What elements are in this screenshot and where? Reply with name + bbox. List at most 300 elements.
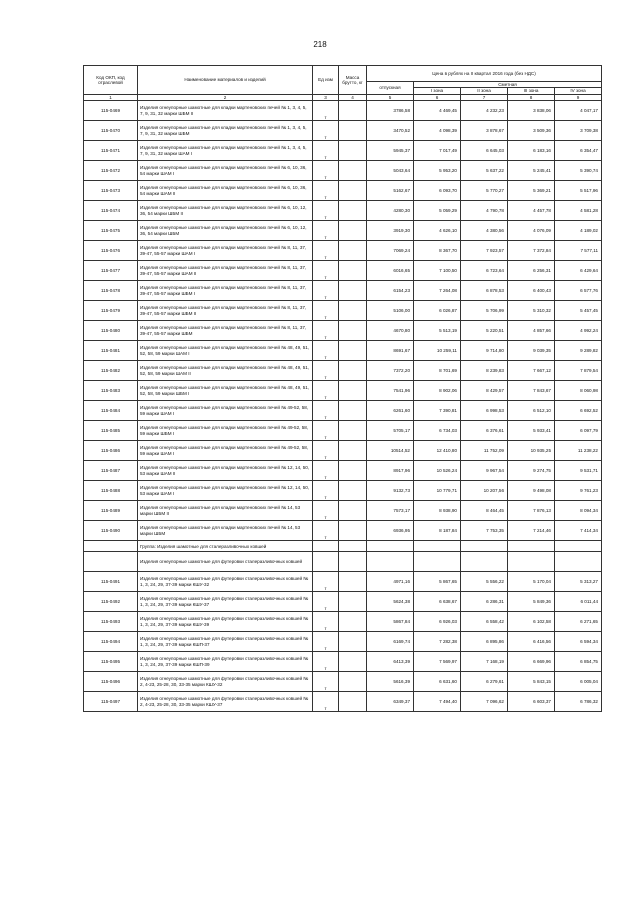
row-release-price: 5616,39 <box>367 672 414 692</box>
row-unit: т <box>313 201 339 221</box>
header-zone-1: I зона <box>414 88 461 94</box>
row-zone-1-price: 6 093,70 <box>414 181 461 201</box>
row-code: 115-0471 <box>84 141 138 161</box>
row-zone-4-price: 9 289,82 <box>555 341 602 361</box>
row-name: Изделия огнеупорные шамотные для кладки мартеновских печей № 49-52, 58, 59 марки ШАМ I <box>138 441 313 461</box>
row-mass <box>339 161 367 181</box>
row-unit: т <box>313 261 339 281</box>
row-code: 115-0477 <box>84 261 138 281</box>
row-unit: т <box>313 501 339 521</box>
row-name: Изделия огнеупорные шамотные для кладки мартеновских печей № 12, 14, 50, 53 марки ШАМ I <box>138 481 313 501</box>
row-zone-3-price: 9 039,35 <box>508 341 555 361</box>
row-zone-3-price: 5 245,41 <box>508 161 555 181</box>
row-unit: т <box>313 612 339 632</box>
row-mass <box>339 301 367 321</box>
row-release-price: 4670,80 <box>367 321 414 341</box>
row-zone-4-price <box>555 552 602 572</box>
row-name: Изделия огнеупорные шамотные для кладки мартеновских печей № 48, 49, 51, 52, 58, 59 марки ШБМ I <box>138 381 313 401</box>
row-zone-3-price: 5 369,21 <box>508 181 555 201</box>
empty-cell <box>313 541 339 552</box>
table-row <box>84 201 602 221</box>
row-mass <box>339 381 367 401</box>
table-row <box>84 161 602 181</box>
row-zone-2-price: 6 279,61 <box>461 672 508 692</box>
row-name: Изделия огнеупорные шамотные для кладки мартеновских печей № 8, 11, 37, 39-47, 55-57 марки ШАМ I <box>138 241 313 261</box>
row-code: 115-0497 <box>84 692 138 712</box>
row-unit: т <box>313 572 339 592</box>
column-number: 8 <box>508 94 555 100</box>
row-release-price: 5624,38 <box>367 592 414 612</box>
row-zone-1-price: 7 017,49 <box>414 141 461 161</box>
table-row <box>84 101 602 121</box>
header-unit: Ед изм <box>313 66 339 95</box>
row-release-price: 3919,30 <box>367 221 414 241</box>
row-zone-1-price: 4 469,45 <box>414 101 461 121</box>
header-mass: Масса брутто, кг <box>339 66 367 95</box>
column-number: 2 <box>138 94 313 100</box>
header-zone-4: IV зона <box>555 88 602 94</box>
row-mass <box>339 612 367 632</box>
row-zone-3-price: 5 843,15 <box>508 672 555 692</box>
row-zone-1-price: 6 926,03 <box>414 612 461 632</box>
table-row <box>84 321 602 341</box>
row-zone-4-price: 4 581,28 <box>555 201 602 221</box>
row-unit: т <box>313 441 339 461</box>
row-mass <box>339 121 367 141</box>
row-zone-4-price: 6 594,34 <box>555 632 602 652</box>
empty-cell <box>414 541 461 552</box>
row-zone-1-price: 10 259,11 <box>414 341 461 361</box>
row-mass <box>339 241 367 261</box>
table-row <box>84 221 602 241</box>
row-zone-2-price: 11 752,09 <box>461 441 508 461</box>
table-row <box>84 692 602 712</box>
row-zone-4-price: 3 709,38 <box>555 121 602 141</box>
row-zone-1-price: 4 626,10 <box>414 221 461 241</box>
row-zone-3-price: 4 857,66 <box>508 321 555 341</box>
row-zone-1-price: 7 569,97 <box>414 652 461 672</box>
row-unit: т <box>313 281 339 301</box>
row-zone-1-price: 8 367,70 <box>414 241 461 261</box>
row-mass <box>339 461 367 481</box>
row-mass <box>339 281 367 301</box>
row-code: 115-0474 <box>84 201 138 221</box>
row-zone-4-price: 6 271,65 <box>555 612 602 632</box>
row-unit: т <box>313 101 339 121</box>
table-row <box>84 672 602 692</box>
row-zone-4-price: 7 577,11 <box>555 241 602 261</box>
table-row <box>84 141 602 161</box>
row-zone-4-price: 4 189,02 <box>555 221 602 241</box>
row-name: Изделия огнеупорные шамотные для кладки мартеновских печей № 49-52, 58, 59 марки ШАМ I <box>138 401 313 421</box>
row-zone-2-price: 7 753,35 <box>461 521 508 541</box>
row-zone-3-price: 5 933,41 <box>508 421 555 441</box>
row-zone-3-price: 7 667,12 <box>508 361 555 381</box>
table-row <box>84 521 602 541</box>
row-release-price: 3470,52 <box>367 121 414 141</box>
row-mass <box>339 592 367 612</box>
row-name: Изделия огнеупорные шамотные для футеровки сталеразливочных ковшей <box>138 552 313 572</box>
row-zone-2-price: 6 998,53 <box>461 401 508 421</box>
row-zone-2-price: 5 706,99 <box>461 301 508 321</box>
row-name: Изделия огнеупорные шамотные для кладки мартеновских печей № 8, 11, 37, 39-47, 55-57 марки ШБМ <box>138 321 313 341</box>
row-zone-3-price: 3 509,36 <box>508 121 555 141</box>
row-code: 115-0492 <box>84 592 138 612</box>
row-zone-3-price: 6 416,56 <box>508 632 555 652</box>
row-zone-2-price: 10 207,56 <box>461 481 508 501</box>
empty-cell <box>461 541 508 552</box>
row-release-price: 6349,37 <box>367 692 414 712</box>
row-code: 115-0476 <box>84 241 138 261</box>
row-code: 115-0470 <box>84 121 138 141</box>
row-unit: т <box>313 301 339 321</box>
price-table <box>83 65 602 712</box>
row-unit: т <box>313 521 339 541</box>
row-zone-4-price: 11 238,22 <box>555 441 602 461</box>
header-zone-2: II зона <box>461 88 508 94</box>
row-zone-4-price: 7 879,54 <box>555 361 602 381</box>
row-name: Изделия огнеупорные шамотные для футеровки сталеразливочных ковшей № 1, 3, 24, 29, 37-39 марки КШУ-37 <box>138 592 313 612</box>
column-number: 6 <box>414 94 461 100</box>
row-zone-2-price: 6 878,53 <box>461 281 508 301</box>
row-zone-4-price: 8 060,98 <box>555 381 602 401</box>
row-zone-3-price: 4 457,78 <box>508 201 555 221</box>
row-code <box>84 552 138 572</box>
table-row <box>84 552 602 572</box>
row-mass <box>339 521 367 541</box>
row-mass <box>339 341 367 361</box>
row-zone-2-price: 7 096,62 <box>461 692 508 712</box>
row-unit: т <box>313 161 339 181</box>
group-row <box>84 541 602 552</box>
row-name: Изделия огнеупорные шамотные для кладки мартеновских печей № 6, 10, 12, 36, 54 марки ШБМ II <box>138 201 313 221</box>
row-zone-4-price: 6 577,76 <box>555 281 602 301</box>
row-zone-3-price: 6 102,58 <box>508 612 555 632</box>
row-unit: т <box>313 592 339 612</box>
row-mass <box>339 481 367 501</box>
row-unit: т <box>313 141 339 161</box>
row-zone-2-price: 8 464,45 <box>461 501 508 521</box>
table-row <box>84 301 602 321</box>
row-name: Изделия огнеупорные шамотные для кладки мартеновских печей № 6, 10, 12, 36, 54 марки ШБМ <box>138 221 313 241</box>
row-zone-2-price: 5 770,27 <box>461 181 508 201</box>
row-unit: т <box>313 361 339 381</box>
row-zone-1-price: 7 282,38 <box>414 632 461 652</box>
row-release-price: 7573,17 <box>367 501 414 521</box>
row-name: Изделия огнеупорные шамотные для футеровки сталеразливочных ковшей № 1, 3, 24, 29, 37-39 марки КШУ-39 <box>138 612 313 632</box>
row-code: 115-0479 <box>84 301 138 321</box>
row-zone-1-price: 7 390,81 <box>414 401 461 421</box>
row-zone-1-price: 8 187,84 <box>414 521 461 541</box>
row-zone-2-price: 7 168,19 <box>461 652 508 672</box>
row-zone-2-price: 6 376,61 <box>461 421 508 441</box>
row-code: 115-0496 <box>84 672 138 692</box>
row-zone-2-price: 5 637,22 <box>461 161 508 181</box>
table-row <box>84 501 602 521</box>
row-unit: т <box>313 632 339 652</box>
table-row <box>84 481 602 501</box>
row-name: Изделия огнеупорные шамотные для футеровки сталеразливочных ковшей № 2, 4-23, 25-28, 30, 33-35 марки КШУ-37 <box>138 692 313 712</box>
row-release-price: 3786,58 <box>367 101 414 121</box>
row-mass <box>339 101 367 121</box>
column-number: 1 <box>84 94 138 100</box>
header-code: Код ОКП, код отраслевой <box>84 66 138 95</box>
row-zone-1-price: 6 026,87 <box>414 301 461 321</box>
row-zone-4-price: 4 992,24 <box>555 321 602 341</box>
row-zone-2-price: 6 645,03 <box>461 141 508 161</box>
row-name: Изделия огнеупорные шамотные для кладки мартеновских печей № 14, 53 марки ШБМ <box>138 521 313 541</box>
row-zone-1-price: 10 526,24 <box>414 461 461 481</box>
table-row <box>84 341 602 361</box>
row-zone-3-price <box>508 552 555 572</box>
row-release-price: 6154,23 <box>367 281 414 301</box>
row-zone-4-price: 6 011,44 <box>555 592 602 612</box>
row-name: Изделия огнеупорные шамотные для кладки мартеновских печей № 8, 11, 37, 39-47, 55-57 марки ШАМ II <box>138 261 313 281</box>
row-zone-2-price: 3 878,67 <box>461 121 508 141</box>
row-zone-4-price: 9 531,71 <box>555 461 602 481</box>
row-unit: т <box>313 181 339 201</box>
row-unit: т <box>313 401 339 421</box>
table-row <box>84 281 602 301</box>
header-name: Наименование материалов и изделий <box>138 66 313 95</box>
row-code: 115-0482 <box>84 361 138 381</box>
row-mass <box>339 572 367 592</box>
row-code: 115-0469 <box>84 101 138 121</box>
row-zone-3-price: 5 849,36 <box>508 592 555 612</box>
row-code: 115-0472 <box>84 161 138 181</box>
row-zone-2-price: 6 286,31 <box>461 592 508 612</box>
row-unit: т <box>313 121 339 141</box>
row-release-price: 7372,20 <box>367 361 414 381</box>
row-zone-2-price: 5 220,51 <box>461 321 508 341</box>
row-zone-4-price: 5 517,96 <box>555 181 602 201</box>
row-zone-3-price: 9 498,08 <box>508 481 555 501</box>
row-name: Изделия огнеупорные шамотные для кладки мартеновских печей № 14, 53 марки ШБМ II <box>138 501 313 521</box>
row-zone-2-price: 8 239,83 <box>461 361 508 381</box>
row-mass <box>339 221 367 241</box>
row-name: Изделия огнеупорные шамотные для кладки мартеновских печей № 49-52, 58, 59 марки ШБМ I <box>138 421 313 441</box>
row-zone-4-price: 8 094,34 <box>555 501 602 521</box>
row-zone-4-price: 6 786,32 <box>555 692 602 712</box>
row-code: 115-0480 <box>84 321 138 341</box>
row-zone-4-price: 6 354,47 <box>555 141 602 161</box>
row-unit: т <box>313 481 339 501</box>
row-zone-3-price: 9 274,75 <box>508 461 555 481</box>
row-zone-3-price: 7 876,13 <box>508 501 555 521</box>
table-row <box>84 261 602 281</box>
row-mass <box>339 321 367 341</box>
row-name: Изделия огнеупорные шамотные для кладки мартеновских печей № 6, 10, 36, 54 марки ШАМ II <box>138 181 313 201</box>
row-name: Изделия огнеупорные шамотные для кладки мартеновских печей № 1, 3, 4, 5, 7, 9, 31, 32 марки ШБМ <box>138 121 313 141</box>
row-release-price: 5945,37 <box>367 141 414 161</box>
row-zone-4-price: 5 313,27 <box>555 572 602 592</box>
row-unit: т <box>313 692 339 712</box>
row-code: 115-0486 <box>84 441 138 461</box>
row-zone-2-price: 6 723,64 <box>461 261 508 281</box>
row-release-price: 7541,96 <box>367 381 414 401</box>
row-release-price: 7069,24 <box>367 241 414 261</box>
row-unit: т <box>313 221 339 241</box>
row-release-price: 5867,84 <box>367 612 414 632</box>
row-zone-1-price: 4 098,39 <box>414 121 461 141</box>
row-name: Изделия огнеупорные шамотные для кладки мартеновских печей № 6, 10, 36, 54 марки ШАМ I <box>138 161 313 181</box>
row-release-price: 10514,52 <box>367 441 414 461</box>
row-zone-3-price: 7 372,84 <box>508 241 555 261</box>
row-zone-2-price: 9 714,80 <box>461 341 508 361</box>
row-zone-4-price: 6 097,79 <box>555 421 602 441</box>
row-unit: т <box>313 672 339 692</box>
row-release-price: 8917,96 <box>367 461 414 481</box>
column-number: 3 <box>313 94 339 100</box>
row-mass <box>339 201 367 221</box>
row-zone-2-price: 4 232,23 <box>461 101 508 121</box>
row-code: 115-0478 <box>84 281 138 301</box>
row-zone-4-price: 6 429,64 <box>555 261 602 281</box>
row-code: 115-0490 <box>84 521 138 541</box>
row-name: Изделия огнеупорные шамотные для кладки мартеновских печей № 1, 3, 4, 5, 7, 9, 31, 32 марки ШАМ I <box>138 141 313 161</box>
row-zone-1-price: 5 059,29 <box>414 201 461 221</box>
row-zone-1-price: 5 513,19 <box>414 321 461 341</box>
row-zone-4-price: 7 414,34 <box>555 521 602 541</box>
table-row <box>84 421 602 441</box>
row-release-price: 6936,95 <box>367 521 414 541</box>
row-mass <box>339 692 367 712</box>
row-release-price <box>367 552 414 572</box>
row-code: 115-0494 <box>84 632 138 652</box>
table-row <box>84 401 602 421</box>
row-mass <box>339 261 367 281</box>
row-zone-2-price <box>461 552 508 572</box>
row-zone-4-price: 4 047,17 <box>555 101 602 121</box>
row-name: Изделия огнеупорные шамотные для футеровки сталеразливочных ковшей № 1, 3, 24, 29, 37-39 марки КШП-37 <box>138 632 313 652</box>
row-zone-1-price: 12 410,80 <box>414 441 461 461</box>
row-zone-2-price: 7 923,57 <box>461 241 508 261</box>
row-code: 115-0475 <box>84 221 138 241</box>
table-body <box>84 101 602 712</box>
row-mass <box>339 141 367 161</box>
row-mass <box>339 552 367 572</box>
row-code: 115-0485 <box>84 421 138 441</box>
row-zone-3-price: 6 603,37 <box>508 692 555 712</box>
column-number: 4 <box>339 94 367 100</box>
row-zone-1-price: 5 953,20 <box>414 161 461 181</box>
row-release-price: 5043,64 <box>367 161 414 181</box>
table-row <box>84 441 602 461</box>
header-price-group: Цена в рублях на II квартал 2016 года (без НДС) <box>367 66 602 82</box>
row-name: Изделия огнеупорные шамотные для кладки мартеновских печей № 12, 14, 50, 53 марки ШАМ II <box>138 461 313 481</box>
row-zone-2-price: 4 790,78 <box>461 201 508 221</box>
row-zone-4-price: 6 005,04 <box>555 672 602 692</box>
row-code: 115-0488 <box>84 481 138 501</box>
row-name: Изделия огнеупорные шамотные для кладки мартеновских печей № 48, 49, 51, 52, 58, 59 марки ШАМ II <box>138 361 313 381</box>
group-title: Группа: Изделия шамотные для сталеразливочных ковшей <box>138 541 313 552</box>
row-release-price: 9132,73 <box>367 481 414 501</box>
table-row <box>84 632 602 652</box>
row-zone-2-price: 9 967,54 <box>461 461 508 481</box>
header-estimate: Сметная <box>414 82 602 88</box>
row-name: Изделия огнеупорные шамотные для кладки мартеновских печей № 8, 11, 37, 39-47, 55-57 марки ШБМ II <box>138 301 313 321</box>
row-unit: т <box>313 461 339 481</box>
row-release-price: 4971,16 <box>367 572 414 592</box>
row-name: Изделия огнеупорные шамотные для футеровки сталеразливочных ковшей № 1, 3, 24, 29, 37-39 марки КШП-39 <box>138 652 313 672</box>
row-zone-3-price: 6 400,43 <box>508 281 555 301</box>
column-number: 5 <box>367 94 414 100</box>
row-release-price: 8691,67 <box>367 341 414 361</box>
header-release: отпускная <box>367 82 414 95</box>
row-mass <box>339 501 367 521</box>
row-zone-1-price: 7 494,40 <box>414 692 461 712</box>
row-release-price: 5106,00 <box>367 301 414 321</box>
row-code: 115-0495 <box>84 652 138 672</box>
row-unit: т <box>313 652 339 672</box>
row-zone-1-price: 7 100,50 <box>414 261 461 281</box>
row-zone-2-price: 5 556,22 <box>461 572 508 592</box>
row-zone-1-price: 10 779,71 <box>414 481 461 501</box>
row-zone-4-price: 5 390,74 <box>555 161 602 181</box>
row-release-price: 5162,67 <box>367 181 414 201</box>
table-row <box>84 612 602 632</box>
row-zone-1-price <box>414 552 461 572</box>
row-code: 115-0493 <box>84 612 138 632</box>
row-name: Изделия огнеупорные шамотные для кладки мартеновских печей № 8, 11, 37, 39-47, 55-57 марки ШБМ I <box>138 281 313 301</box>
row-zone-1-price: 6 631,60 <box>414 672 461 692</box>
row-zone-4-price: 5 457,45 <box>555 301 602 321</box>
row-zone-3-price: 4 076,09 <box>508 221 555 241</box>
row-code: 115-0489 <box>84 501 138 521</box>
row-zone-3-price: 10 935,25 <box>508 441 555 461</box>
row-zone-4-price: 6 692,52 <box>555 401 602 421</box>
row-zone-3-price: 3 838,06 <box>508 101 555 121</box>
row-code: 115-0487 <box>84 461 138 481</box>
table-row <box>84 592 602 612</box>
row-release-price: 5705,17 <box>367 421 414 441</box>
row-zone-1-price: 8 902,06 <box>414 381 461 401</box>
row-release-price: 6261,60 <box>367 401 414 421</box>
column-number: 9 <box>555 94 602 100</box>
row-mass <box>339 181 367 201</box>
row-mass <box>339 401 367 421</box>
row-zone-3-price: 6 183,16 <box>508 141 555 161</box>
row-code: 115-0483 <box>84 381 138 401</box>
table-row <box>84 652 602 672</box>
row-mass <box>339 652 367 672</box>
row-code: 115-0491 <box>84 572 138 592</box>
row-zone-2-price: 6 558,42 <box>461 612 508 632</box>
table-row <box>84 572 602 592</box>
empty-cell <box>367 541 414 552</box>
row-zone-4-price: 9 761,23 <box>555 481 602 501</box>
row-mass <box>339 672 367 692</box>
row-unit <box>313 552 339 572</box>
row-zone-3-price: 7 843,67 <box>508 381 555 401</box>
row-zone-4-price: 6 854,75 <box>555 652 602 672</box>
row-code: 115-0473 <box>84 181 138 201</box>
row-release-price: 6413,39 <box>367 652 414 672</box>
table-row <box>84 181 602 201</box>
row-zone-3-price: 6 512,10 <box>508 401 555 421</box>
row-release-price: 6169,74 <box>367 632 414 652</box>
empty-cell <box>339 541 367 552</box>
row-mass <box>339 441 367 461</box>
table-row <box>84 121 602 141</box>
row-zone-1-price: 6 734,03 <box>414 421 461 441</box>
empty-cell <box>508 541 555 552</box>
row-zone-2-price: 4 380,56 <box>461 221 508 241</box>
row-zone-3-price: 7 214,46 <box>508 521 555 541</box>
row-zone-1-price: 8 701,69 <box>414 361 461 381</box>
row-unit: т <box>313 421 339 441</box>
row-zone-3-price: 5 310,32 <box>508 301 555 321</box>
